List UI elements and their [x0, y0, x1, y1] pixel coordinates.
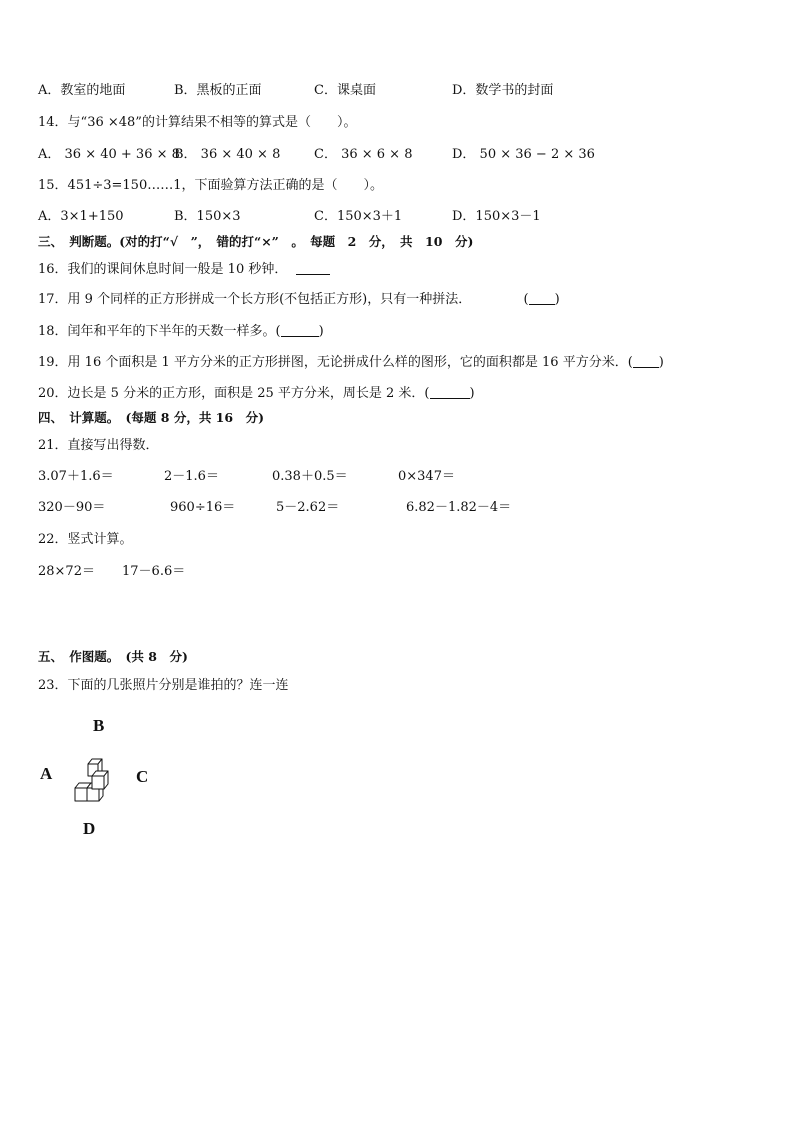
q16-answer-blank[interactable] [296, 274, 330, 275]
viewpoint-label-c: C [136, 767, 149, 786]
viewpoint-label-d: D [83, 819, 96, 838]
q19-answer-blank[interactable] [633, 367, 659, 368]
q18-text: 18．闰年和平年的下半年的天数一样多。 [38, 324, 276, 339]
q21-item: 5－2.62＝ [276, 500, 340, 515]
q15-option-b: B．150×3 [174, 209, 241, 224]
q15-option-d: D．150×3－1 [452, 209, 541, 224]
q18 [38, 325, 324, 338]
q19-paren-open: ( [627, 355, 633, 370]
q16 [38, 263, 330, 276]
q17-text: 17．用 9 个同样的正方形拼成一个长方形(不包括正方形)，只有一种拼法． [38, 292, 472, 307]
cube-bottom-right [92, 771, 108, 789]
section-3-title: 三、 判断题。(对的打“√ ”， 错的打“×” 。 每题 2 分， 共 10 分) [38, 234, 474, 249]
q14-option-b: B． 36 × 40 × 8 [174, 147, 281, 162]
q21-item: 0×347＝ [398, 469, 455, 484]
q14-option-c: C． 36 × 6 × 8 [314, 147, 413, 162]
q13-option-c: C．课桌面 [314, 83, 376, 98]
q13-option-a: A．教室的地面 [38, 83, 126, 98]
q13-option-d: D．数学书的封面 [452, 83, 554, 98]
q20 [38, 387, 475, 400]
q21-item: 0.38＋0.5＝ [272, 469, 348, 484]
q21-item: 960÷16＝ [170, 500, 236, 515]
q14-option-d: D． 50 × 36 − 2 × 36 [452, 147, 595, 162]
q20-answer-blank[interactable] [430, 398, 470, 399]
q15-option-c: C．150×3＋1 [314, 209, 403, 224]
q17-answer-blank[interactable] [529, 304, 555, 305]
q21-item: 6.82－1.82－4＝ [406, 500, 512, 515]
q23-stem: 23．下面的几张照片分别是谁拍的？连一连 [38, 678, 289, 693]
q21-item: 3.07＋1.6＝ [38, 469, 114, 484]
q18-answer-blank[interactable] [281, 336, 319, 337]
viewpoint-label-b: B [93, 716, 105, 735]
q19-paren-close: ) [658, 355, 664, 370]
q19-text: 19．用 16 个面积是 1 平方分米的正方形拼图，无论拼成什么样的图形，它的面积都是 16 平方分米． [38, 355, 628, 370]
q19 [38, 356, 664, 369]
section-4-title: 四、 计算题。 (每题 8 分，共 16 分) [38, 410, 264, 425]
section-5-title: 五、 作图题。 (共 8 分) [38, 649, 188, 664]
q20-text: 20．边长是 5 分米的正方形，面积是 25 平方分米，周长是 2 米． [38, 386, 425, 401]
q14-stem: 14．与“36 ×48”的计算结果不相等的算式是（ ）。 [38, 115, 357, 130]
viewpoint-label-a: A [40, 764, 53, 783]
q14-option-a: A． 36 × 40 + 36 × 8 [38, 147, 180, 162]
q21-item: 320－90＝ [38, 500, 106, 515]
q22-item: 17－6.6＝ [122, 564, 186, 579]
q18-paren-open: ( [275, 324, 281, 339]
q21-stem: 21．直接写出得数． [38, 438, 159, 453]
q22-item: 28×72＝ [38, 564, 95, 579]
q20-paren-open: ( [424, 386, 430, 401]
cube-stack-figure [70, 754, 122, 806]
q22-stem: 22．竖式计算。 [38, 532, 133, 547]
q13-option-b: B．黑板的正面 [174, 83, 262, 98]
q21-item: 2－1.6＝ [164, 469, 219, 484]
q15-stem: 15．451÷3=150……1，下面验算方法正确的是（ ）。 [38, 178, 383, 193]
q17 [38, 293, 560, 306]
q17-paren-open: ( [523, 292, 529, 307]
q18-paren-close: ) [318, 324, 324, 339]
q17-paren-close: ) [554, 292, 560, 307]
q16-text: 16．我们的课间休息时间一般是 10 秒钟． [38, 262, 288, 277]
q20-paren-close: ) [469, 386, 475, 401]
q15-option-a: A．3×1+150 [38, 209, 124, 224]
